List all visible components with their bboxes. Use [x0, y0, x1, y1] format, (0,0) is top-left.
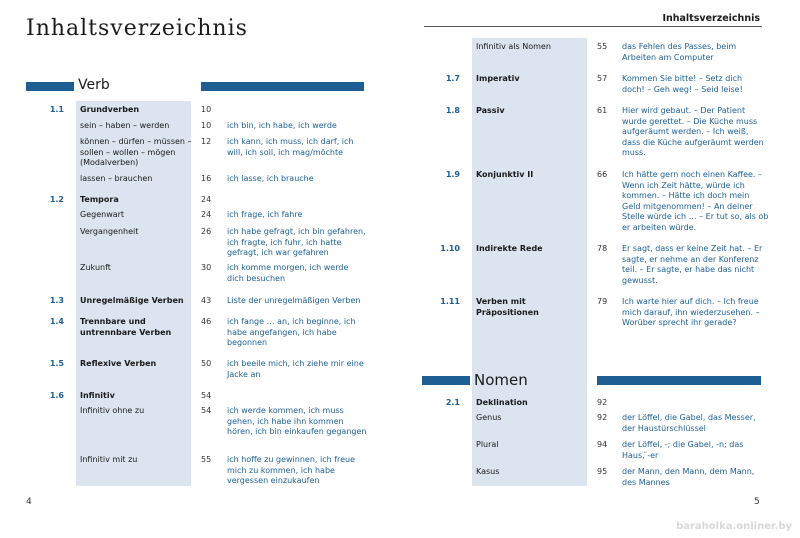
watermark: baraholka.onliner.by [676, 521, 792, 532]
section-band-left [422, 376, 470, 385]
page-title: Inhaltsverzeichnis [26, 16, 248, 41]
page-number-left: 4 [26, 497, 32, 507]
entry-number: 1.4 [49, 317, 64, 326]
entry-number: 1.7 [445, 74, 460, 83]
entry-example: das Fehlen des Passes, beim Arbeiten am Computer [622, 42, 737, 62]
entry-label: Vergangenheit [80, 227, 139, 236]
entry-example: ich hoffe zu gewinnen, ich freue mich zu kommen, ich habe vergessen einzukaufen [227, 455, 356, 485]
entry-page: 54 [201, 406, 212, 415]
entry-example: der Löffel, -; die Gabel, -n; das Haus, ̈-er [622, 440, 744, 460]
entry-example: ich fange … an, ich beginne, ich habe angefangen, ich habe begonnen [227, 317, 356, 347]
entry-page: 10 [201, 105, 212, 114]
entry-label: Imperativ [476, 74, 520, 83]
section-band-right [597, 376, 761, 385]
entry-example: ich werde kommen, ich muss gehen, ich habe ihn kommen hören, ich bin einkaufen gegangen [227, 406, 367, 436]
entry-number: 1.2 [49, 195, 64, 204]
entry-label: Unregelmäßige Verben [80, 296, 184, 305]
entry-page: 30 [201, 263, 212, 272]
entry-label: Infinitiv als Nomen [476, 42, 551, 51]
entry-label: Grundverben [80, 105, 140, 114]
entry-page: 95 [597, 467, 608, 476]
entry-number: 1.5 [49, 359, 64, 368]
page-number-right: 5 [754, 497, 760, 507]
entry-example: ich frage, ich fahre [227, 210, 303, 219]
entry-example: Kommen Sie bitte! – Setz dich doch! – Geh weg! – Seid leise! [622, 74, 743, 94]
entry-page: 94 [597, 440, 608, 449]
entry-page: 43 [201, 296, 212, 305]
entry-label: Tempora [80, 195, 119, 204]
entry-label: Zukunft [80, 263, 111, 272]
entry-page: 66 [597, 170, 608, 179]
running-head-rule [424, 26, 762, 27]
entry-label: Trennbare und untrennbare Verben [80, 317, 172, 337]
entry-page: 16 [201, 174, 212, 183]
section-title-nomen: Nomen [474, 371, 528, 389]
entry-example: ich habe gefragt, ich bin gefahren, ich fragte, ich fuhr, ich hatte gefragt, ich war gefahren [227, 227, 366, 257]
entry-page: 55 [597, 42, 608, 51]
entry-label: Infinitiv ohne zu [80, 406, 145, 415]
entry-example: Ich hätte gern noch einen Kaffee. – Wenn ich Zeit hätte, würde ich kommen. – Hätte ich doch mein Geld mitgenommen! – An deiner Stelle würde ich … – Er tut so, als ob er arbeiten würde. [622, 170, 769, 232]
entry-page: 50 [201, 359, 212, 368]
entry-page: 54 [201, 391, 212, 400]
section-band-right [201, 82, 364, 91]
entry-label: Verben mit Präpositionen [476, 297, 539, 317]
entry-example: ich beeile mich, ich ziehe mir eine Jacke an [227, 359, 364, 379]
entry-example: Liste der unregelmäßigen Verben [227, 296, 361, 305]
entry-label: Deklination [476, 398, 528, 407]
entry-label: Plural [476, 440, 499, 449]
entry-example: ich bin, ich habe, ich werde [227, 121, 337, 130]
entry-label: Indirekte Rede [476, 244, 543, 253]
entry-label: Infinitiv [80, 391, 115, 400]
entry-page: 24 [201, 210, 212, 219]
entry-label: Reflexive Verben [80, 359, 157, 368]
entry-number: 1.8 [445, 106, 460, 115]
entry-label: Kasus [476, 467, 500, 476]
entry-page: 26 [201, 227, 212, 236]
entry-example: ich komme morgen, ich werde dich besuchen [227, 263, 349, 283]
entry-label: Konjunktiv II [476, 170, 534, 179]
entry-page: 46 [201, 317, 212, 326]
entry-number: 1.9 [445, 170, 460, 179]
entry-number: 1.10 [440, 244, 460, 253]
entry-label: sein – haben – werden [80, 121, 170, 130]
entry-example: Hier wird gebaut. – Der Patient wurde gerettet. – Die Küche muss aufgeräumt werden. – Ich weiß, dass die Küche aufgeräumt werden muss. [622, 106, 764, 157]
entry-number: 1.1 [49, 105, 64, 114]
entry-label: können – dürfen – müssen – sollen – wollen – mögen (Modalverben) [80, 137, 192, 167]
entry-example: ich lasse, ich brauche [227, 174, 314, 183]
entry-label: lassen – brauchen [80, 174, 153, 183]
entry-page: 78 [597, 244, 608, 253]
section-title-verb: Verb [78, 77, 110, 93]
entry-example: Ich warte hier auf dich. – Ich freue mich darauf, ihn wiederzusehen. – Worüber sprecht ihr gerade? [622, 297, 760, 327]
entry-page: 79 [597, 297, 608, 306]
entry-page: 24 [201, 195, 212, 204]
entry-number: 1.6 [49, 391, 64, 400]
entry-number: 1.11 [440, 297, 460, 306]
entry-label: Gegenwart [80, 210, 125, 219]
entry-page: 92 [597, 398, 608, 407]
entry-label: Infinitiv mit zu [80, 455, 138, 464]
entry-example: Er sagt, dass er keine Zeit hat. – Er sagte, er nehme an der Konferenz teil. – Er sagte, er habe das nicht gewusst. [622, 244, 763, 285]
running-head: Inhaltsverzeichnis [662, 13, 760, 24]
entry-example: der Löffel, die Gabel, das Messer, der Haustürschlüssel [622, 413, 756, 433]
entry-example: der Mann, den Mann, dem Mann, des Mannes [622, 467, 755, 487]
entry-number: 2.1 [445, 398, 460, 407]
entry-page: 61 [597, 106, 608, 115]
entry-page: 55 [201, 455, 212, 464]
entry-label: Genus [476, 413, 502, 422]
entry-label: Passiv [476, 106, 505, 115]
entry-example: ich kann, ich muss, ich darf, ich will, ich soll, ich mag/möchte [227, 137, 354, 157]
entry-page: 10 [201, 121, 212, 130]
entry-page: 57 [597, 74, 608, 83]
entry-page: 92 [597, 413, 608, 422]
entry-number: 1.3 [49, 296, 64, 305]
entry-page: 12 [201, 137, 212, 146]
section-band-left [26, 82, 74, 91]
